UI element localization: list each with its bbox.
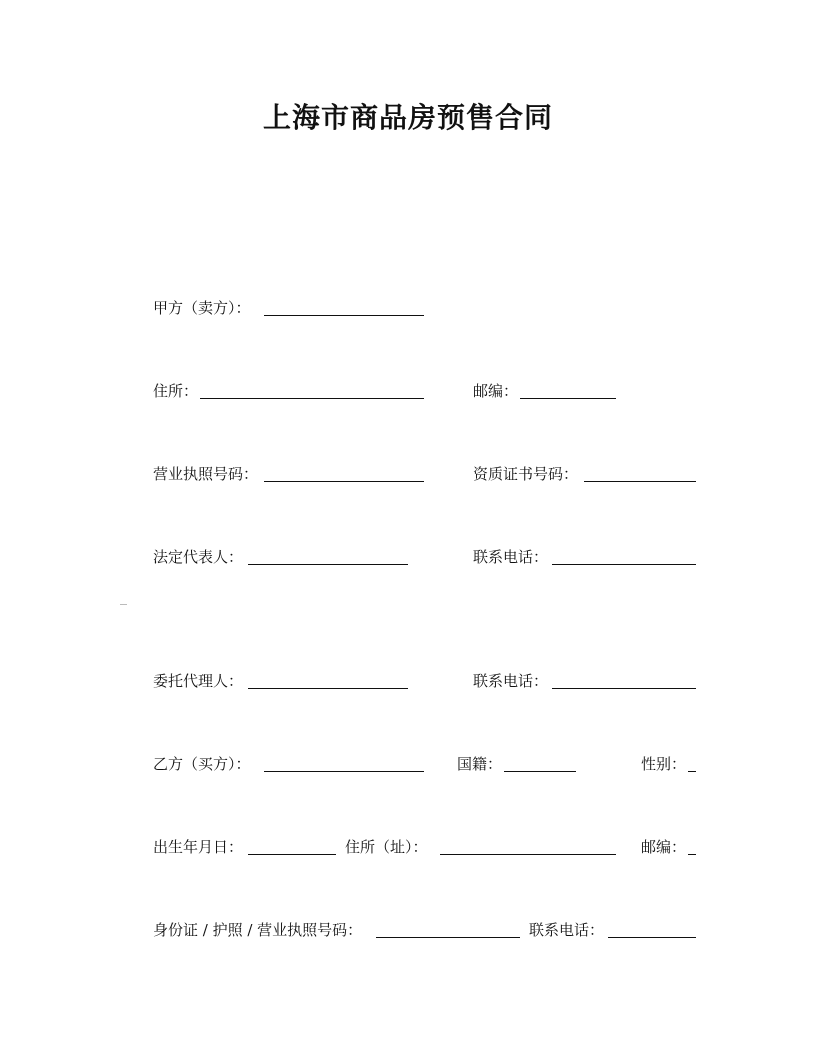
margin-mark bbox=[120, 604, 127, 605]
seller-agent-field[interactable] bbox=[248, 688, 408, 689]
seller-legal-rep-phone-field[interactable] bbox=[552, 564, 696, 565]
buyer-gender-label: 性别： bbox=[641, 755, 687, 773]
buyer-name-field[interactable] bbox=[264, 771, 424, 772]
seller-agent-label: 委托代理人： bbox=[153, 672, 244, 690]
seller-license-field[interactable] bbox=[264, 481, 424, 482]
buyer-name-label: 乙方（买方）： bbox=[153, 755, 251, 773]
seller-name-field[interactable] bbox=[264, 315, 424, 316]
buyer-birthdate-field[interactable] bbox=[248, 854, 336, 855]
buyer-address-label: 住所（址）： bbox=[345, 838, 428, 856]
document-title: 上海市商品房预售合同 bbox=[262, 101, 553, 134]
buyer-postcode-field[interactable] bbox=[688, 854, 696, 855]
seller-qualification-field[interactable] bbox=[584, 481, 696, 482]
seller-address-label: 住所： bbox=[153, 382, 199, 400]
buyer-phone-field[interactable] bbox=[608, 937, 696, 938]
buyer-gender-field[interactable] bbox=[688, 771, 696, 772]
seller-legal-rep-field[interactable] bbox=[248, 564, 408, 565]
seller-agent-phone-field[interactable] bbox=[552, 688, 696, 689]
seller-legal-rep-label: 法定代表人： bbox=[153, 548, 244, 566]
seller-agent-phone-label: 联系电话： bbox=[473, 672, 549, 690]
buyer-address-field[interactable] bbox=[440, 854, 616, 855]
seller-postcode-field[interactable] bbox=[520, 398, 616, 399]
buyer-birthdate-label: 出生年月日： bbox=[153, 838, 244, 856]
buyer-postcode-label: 邮编： bbox=[641, 838, 687, 856]
buyer-phone-label: 联系电话： bbox=[529, 921, 605, 939]
seller-license-label: 营业执照号码： bbox=[153, 465, 259, 483]
buyer-id-label: 身份证 / 护照 / 营业执照号码： bbox=[153, 921, 363, 939]
seller-legal-rep-phone-label: 联系电话： bbox=[473, 548, 549, 566]
seller-postcode-label: 邮编： bbox=[473, 382, 519, 400]
seller-name-label: 甲方（卖方）： bbox=[153, 299, 251, 317]
buyer-nationality-label: 国籍： bbox=[457, 755, 503, 773]
buyer-nationality-field[interactable] bbox=[504, 771, 576, 772]
buyer-id-field[interactable] bbox=[376, 937, 520, 938]
seller-address-field[interactable] bbox=[200, 398, 424, 399]
seller-qualification-label: 资质证书号码： bbox=[473, 465, 579, 483]
